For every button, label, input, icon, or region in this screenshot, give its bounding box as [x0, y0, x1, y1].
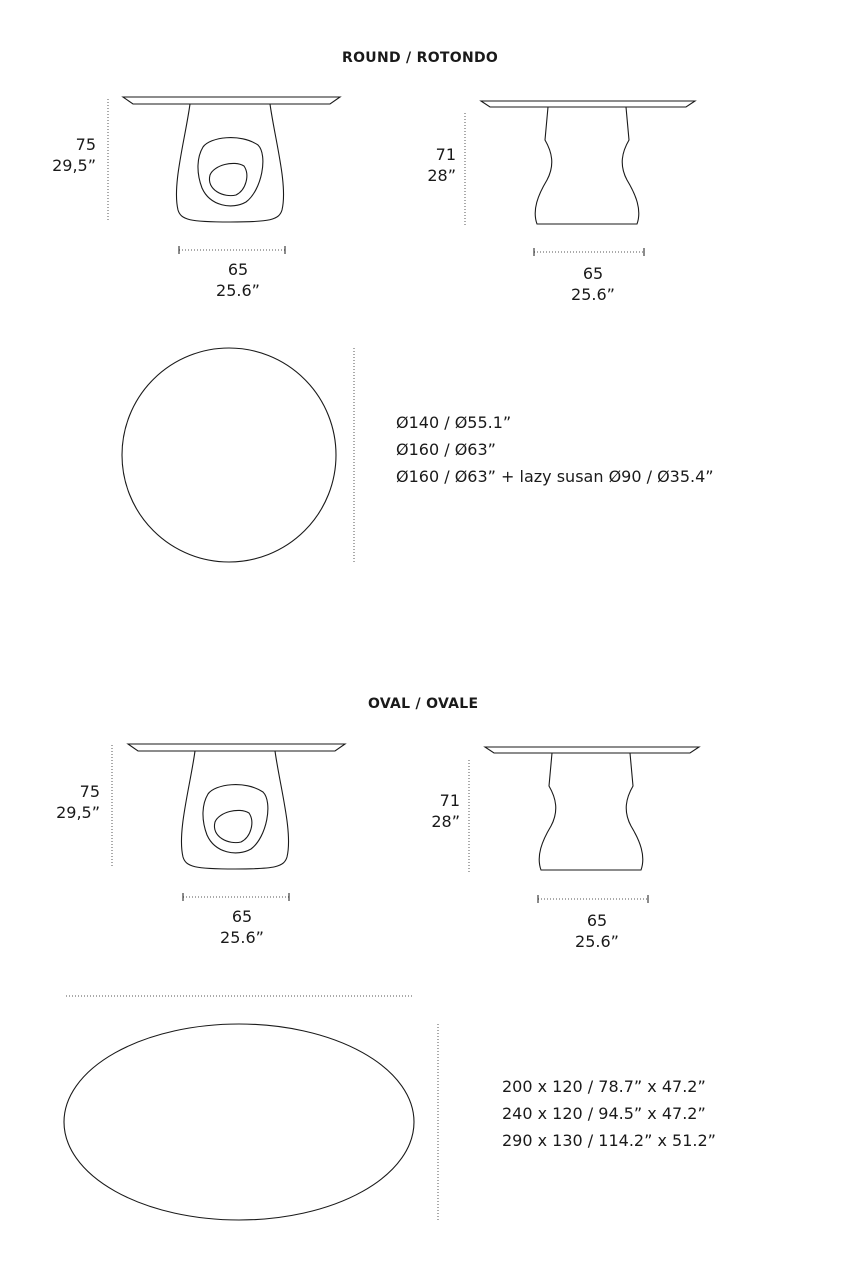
oval-front-tabletop	[128, 744, 345, 751]
round-front-height-in: 29,5”	[52, 156, 96, 175]
oval-section-heading: OVAL / OVALE	[368, 696, 479, 712]
round-size-item: Ø140 / Ø55.1”	[396, 413, 512, 432]
round-side-height-cm: 71	[435, 145, 456, 164]
round-side-tabletop	[481, 101, 695, 107]
round-front-height-label	[40, 134, 96, 176]
oval-front-width-in: 25.6”	[220, 928, 264, 947]
oval-side-width-label	[562, 910, 632, 952]
round-side-height-in: 28”	[427, 166, 456, 185]
oval-front-width-cm: 65	[231, 907, 253, 926]
oval-side-width-cm: 65	[586, 911, 608, 930]
oval-size-list	[502, 1073, 716, 1154]
round-front-width-cm: 65	[227, 260, 249, 279]
oval-front-height-in: 29,5”	[56, 803, 100, 822]
oval-front-height-cm: 75	[79, 782, 100, 801]
oval-side-base	[539, 753, 643, 870]
oval-side-height-cm: 71	[439, 791, 460, 810]
round-front-width-label	[203, 259, 273, 301]
round-front-tabletop	[123, 97, 340, 104]
round-section-heading: ROUND / ROTONDO	[342, 50, 499, 66]
round-size-item: Ø160 / Ø63”	[396, 440, 496, 459]
oval-size-item: 200 x 120 / 78.7” x 47.2”	[502, 1077, 706, 1096]
oval-side-height-label	[404, 790, 460, 832]
round-front-height-cm: 75	[75, 135, 96, 154]
round-side-width-in: 25.6”	[571, 285, 615, 304]
round-front-base-outer-hole	[198, 138, 263, 206]
round-front-base	[176, 104, 283, 222]
oval-front-base-inner-hole	[214, 810, 251, 842]
round-side-base	[535, 107, 639, 224]
oval-front-base-outer-hole	[203, 785, 268, 853]
oval-front-base	[181, 751, 288, 869]
oval-side-width-in: 25.6”	[575, 932, 619, 951]
oval-front-height-label	[44, 781, 100, 823]
round-front-base-inner-hole	[209, 163, 246, 195]
oval-side-tabletop	[485, 747, 699, 753]
round-side-width-label	[558, 263, 628, 305]
oval-top-view-ellipse	[64, 1024, 414, 1220]
oval-side-height-in: 28”	[431, 812, 460, 831]
round-top-view-circle	[122, 348, 336, 562]
oval-front-width-label	[207, 906, 277, 948]
round-side-width-cm: 65	[582, 264, 604, 283]
oval-size-item: 240 x 120 / 94.5” x 47.2”	[502, 1104, 706, 1123]
round-front-width-in: 25.6”	[216, 281, 260, 300]
oval-size-item: 290 x 130 / 114.2” x 51.2”	[502, 1131, 716, 1150]
round-size-list	[396, 409, 714, 490]
round-side-height-label	[400, 144, 456, 186]
round-size-item: Ø160 / Ø63” + lazy susan Ø90 / Ø35.4”	[396, 467, 714, 486]
